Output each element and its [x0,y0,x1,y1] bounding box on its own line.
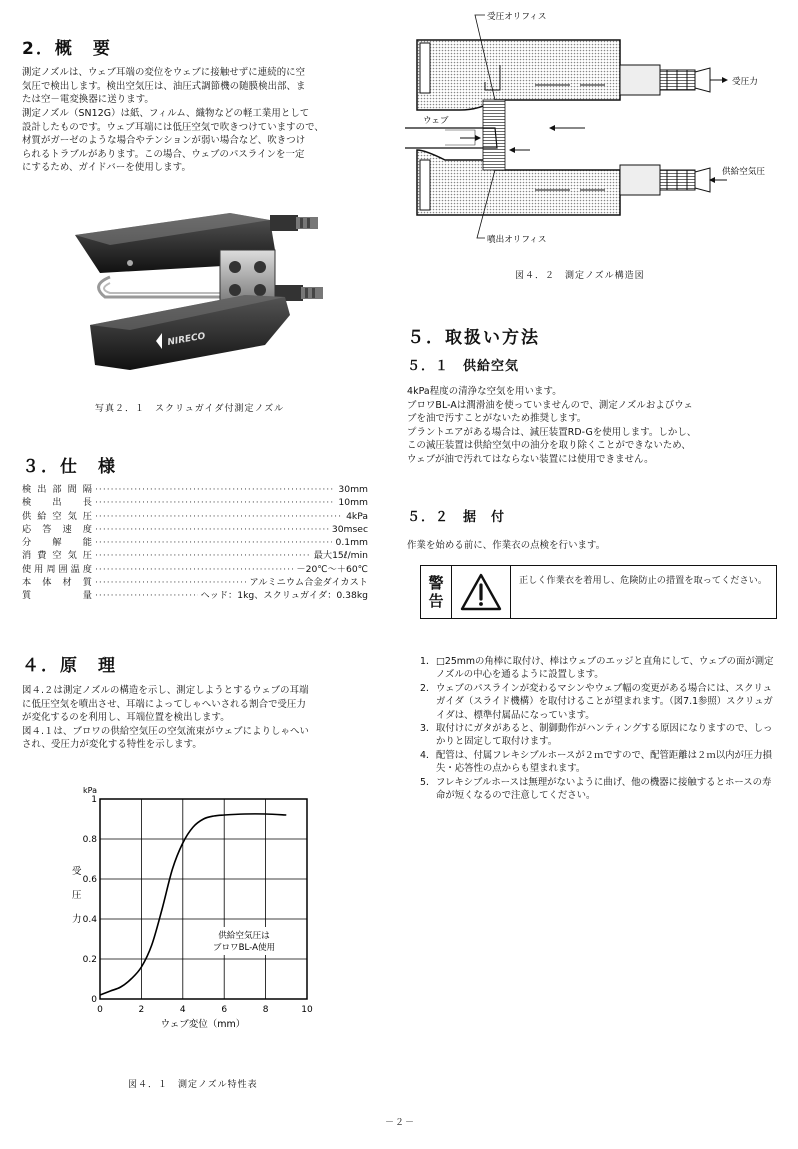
spec-row: 応答速度 ····· 30msec [22,523,368,536]
spec-row: 本体材質 ····· アルミニウム合金ダイカスト [22,576,368,589]
svg-text:ブロワBL-A使用: ブロワBL-A使用 [212,943,276,953]
warning-label: 警 告 [421,566,452,618]
photo-caption: 写真２．１ スクリュガイダ付測定ノズル [95,404,285,414]
diagram-caption: 図４．２ 測定ノズル構造図 [515,271,645,281]
chart-annotation [202,927,286,955]
list-item: 4． 配管は、付属フレキシブルホースが２ｍですので、配管距離は２ｍ以内が圧力損失・応答性の点からも望まれます。 [420,749,773,775]
x-tick-label: 10 [301,1005,313,1015]
section-2-para1: 測定ノズルは、ウェブ耳端の変位をウェブに接触せずに連続的に空 気圧で検出します。検出空気圧は、油圧式調節機の随膜検出部、ま たは空－電変換器に送ります。 [22,67,306,106]
y-tick-label: 0.8 [82,835,97,845]
y-tick-label: 0.6 [82,875,97,885]
page-number: －２－ [385,1118,416,1128]
warning-text: 正しく作業衣を着用し、危険防止の措置を取ってください。 [519,575,768,586]
spec-row: 検出部間隔 ····· 30mm [22,483,368,496]
spec-row: 使用周囲温度 ····· －20℃～＋60℃ [22,563,368,576]
section-4-para: 図４.２は測定ノズルの構造を示し、測定しようとするウェブの耳端 に低圧空気を噴出させ、耳端によってしゃへいされる割合で受圧力 が変化するのを利用し、耳端位置を検出します。 図４.１は、ブロワの供給空気圧の空気流束がウェブによりしゃへい され、受圧力が変化する特性を示します。 [22,685,309,751]
warning-triangle-icon [452,566,511,618]
section-3-title: ３．仕 様 [22,457,117,477]
y-tick-label: 0.4 [82,915,97,925]
list-item: 2． ウェブのパスラインが変わるマシンやウェブ幅の変更がある場合には、スクリュガイダ（スライド機構）を取付けることが望まれます。（図7.1参照）スクリュガイダは、標準付属品になっています。 [420,682,773,721]
chart-caption: 図４．１ 測定ノズル特性表 [128,1080,258,1090]
list-item: 1． □25mmの角棒に取付け、棒はウェブのエッジと直角にして、ウェブの面が測定ノズルの中心を通るように設置します。 [420,656,774,681]
section-5-title: ５．取扱い方法 [407,328,540,348]
list-item: 3． 取付けにガタがあると、制御動作がハンティングする原因になりますので、しっかりと固定して取付けます。 [420,723,773,748]
warning-box [420,565,777,619]
label-receive-orifice: 受圧オリフィス [487,12,547,22]
label-web: ウェブ [423,116,449,126]
label-received-pressure: 受圧力 [732,77,758,87]
series-line [100,814,286,995]
spec-row: 検出長 ····· 10mm [22,496,368,509]
section-5-1-title: ５．１ 供給空気 [407,359,520,374]
section-5-2-title: ５．２ 据 付 [407,510,506,525]
y-tick-label: 0.2 [82,955,97,965]
x-tick-label: 6 [221,1005,228,1015]
spec-row: 供給空気圧 ····· 4kPa [22,510,368,523]
characteristic-chart [55,782,335,1037]
list-item: 5． フレキシブルホースは無理がないように曲げ、他の機器に接触するとホースの寿命が短くなるので注意してください。 [420,776,772,802]
spec-row: 分解能 ····· 0.1mm [22,536,368,549]
section-5-1-para: 4kPa程度の清浄な空気を用います。 ブロワBL-Aは潤滑油を使っていませんので、測定ノズルおよびウェ ブを油で汚すことがないため推奨します。 プラントエアがある場合は、減圧装置RD-Gを使用します。しかし、 この減圧装置は供給空気中の油分を取り除くことができないため、 ウェブが油で汚れてはならない装置には使用できません。 [407,386,697,465]
section-2-para2: 測定ノズル（SN12G）は紙、フィルム、織物などの軽工業用として 設計したものです。ウェブ耳端には低圧空気で吹きつけていますので、 材質がガーゼのような場合やテンションが弱い場合など、吹きつけ られるトラブルがあります。この場合、ウェブのパスラインを一定 にするため、ガイドバーを使用します。 [22,108,324,174]
nozzle-photo [70,205,330,380]
x-tick-label: 0 [97,1005,103,1015]
install-list [420,655,778,802]
y-axis-label: 受圧力 [72,866,82,925]
section-5-2-intro: 作業を始める前に、作業衣の点検を行います。 [407,540,606,551]
x-tick-label: 8 [262,1005,269,1015]
spec-row: 質量 ····· ヘッド：1kg、スクリュガイダ：0.38kg [22,589,368,602]
photo-logo: NIRECO [166,331,207,348]
y-unit: kPa [83,786,97,795]
y-tick-label: 1 [91,795,97,805]
y-tick-label: 0 [91,995,97,1005]
svg-text:供給空気圧は: 供給空気圧は [218,931,270,941]
plot-frame [100,799,307,999]
section-4-title: ４．原 理 [22,656,117,676]
label-supply-pressure: 供給空気圧 [722,167,765,177]
x-axis-label: ウェブ変位（mm） [160,1019,246,1030]
x-tick-label: 4 [179,1005,186,1015]
spec-table [22,483,368,603]
label-jet-orifice: 噴出オリフィス [487,235,547,245]
section-2-title: 2．概 要 [22,39,112,59]
x-tick-label: 2 [138,1005,145,1015]
spec-row: 消費空気圧 ····· 最大15ℓ/min [22,549,368,562]
nozzle-structure-diagram [405,10,795,255]
